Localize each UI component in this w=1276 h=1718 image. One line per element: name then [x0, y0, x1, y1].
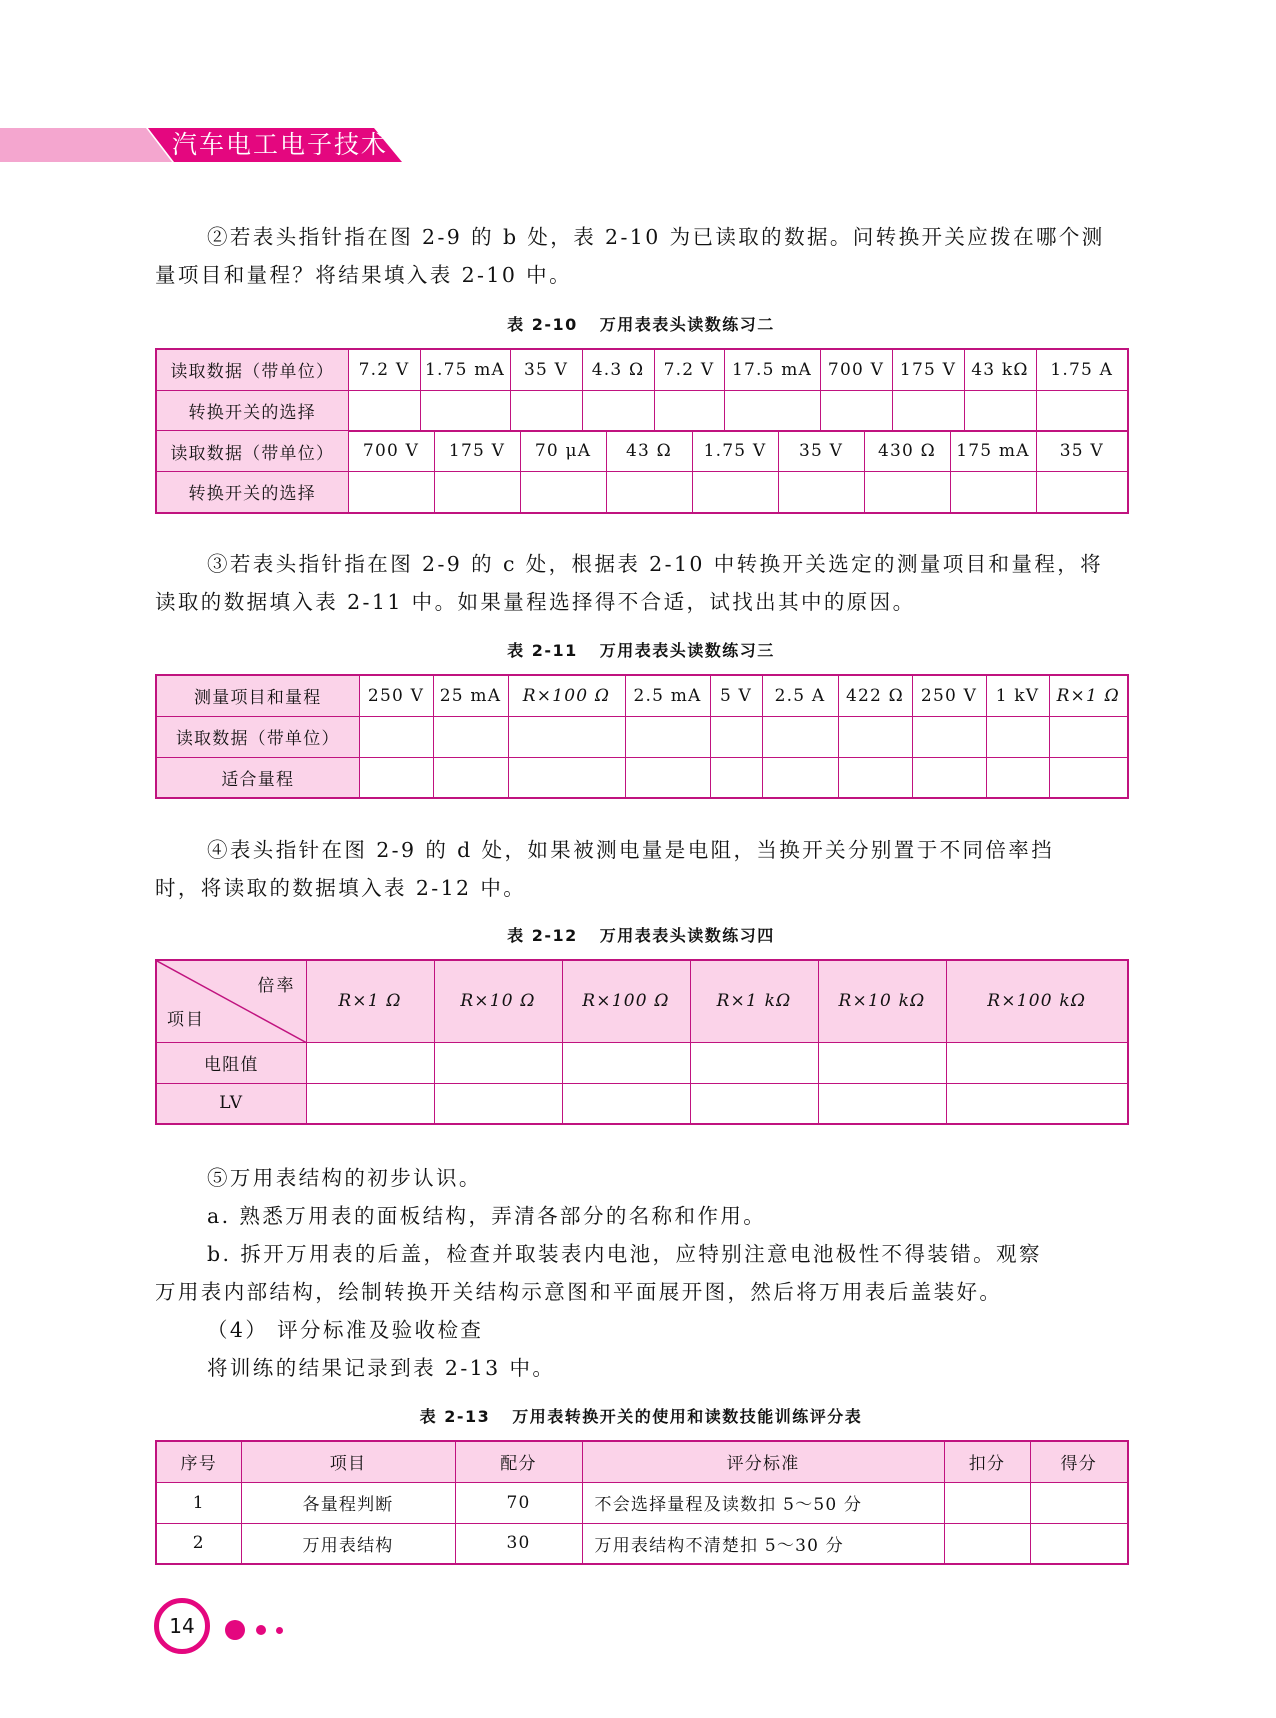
column-header: 得分	[1030, 1441, 1128, 1482]
table-cell: 2.5 mA	[625, 675, 710, 716]
column-header: R×10 kΩ	[818, 960, 946, 1042]
table-header-row	[156, 960, 1128, 1042]
table-2-10-caption	[155, 312, 1127, 335]
table-cell: 700 V	[820, 349, 892, 390]
table-cell: 175 V	[434, 431, 520, 472]
empty-cell[interactable]	[986, 757, 1049, 798]
table-cell: 250 V	[912, 675, 986, 716]
table-row	[156, 716, 1128, 757]
caption-number: 表 2-11	[507, 641, 578, 660]
empty-cell[interactable]	[1030, 1482, 1128, 1523]
empty-cell[interactable]	[778, 472, 864, 513]
table-cell: 70	[455, 1482, 582, 1523]
caption-title: 万用表表头读数练习三	[599, 641, 775, 660]
table-row	[156, 349, 1128, 390]
empty-cell[interactable]	[625, 757, 710, 798]
caption-number: 表 2-13	[419, 1407, 491, 1426]
table-cell: 422 Ω	[838, 675, 912, 716]
empty-cell[interactable]	[359, 716, 433, 757]
table-cell: 250 V	[359, 675, 433, 716]
table-row	[156, 431, 1128, 472]
column-header: 序号	[156, 1441, 241, 1482]
table-cell: 70 μA	[520, 431, 606, 472]
table-row	[156, 675, 1128, 716]
column-header: R×1 Ω	[306, 960, 434, 1042]
table-row	[156, 1523, 1128, 1564]
empty-cell[interactable]	[818, 1083, 946, 1124]
empty-cell[interactable]	[520, 472, 606, 513]
empty-cell[interactable]	[1049, 716, 1128, 757]
empty-cell[interactable]	[508, 757, 625, 798]
section-heading: （4） 评分标准及验收检查	[207, 1318, 484, 1342]
caption-title: 万用表转换开关的使用和读数技能训练评分表	[512, 1407, 863, 1426]
table-2-12-caption	[155, 923, 1127, 946]
empty-cell[interactable]	[864, 472, 950, 513]
decor-dot-large	[225, 1620, 245, 1640]
empty-cell[interactable]	[912, 716, 986, 757]
table-cell: 1.75 mA	[420, 349, 510, 390]
table-2-12	[155, 959, 1129, 1125]
page-number-badge	[154, 1598, 210, 1654]
row-label: 转换开关的选择	[156, 472, 348, 513]
para5-item-b-line1: b. 拆开万用表的后盖，检查并取装表内电池，应特别注意电池极性不得装错。观察	[207, 1242, 1042, 1266]
table-cell: 175 mA	[950, 431, 1036, 472]
empty-cell[interactable]	[912, 757, 986, 798]
empty-cell[interactable]	[818, 1042, 946, 1083]
empty-cell[interactable]	[838, 757, 912, 798]
para5-item-b-line2: 万用表内部结构，绘制转换开关结构示意图和平面展开图，然后将万用表后盖装好。	[155, 1280, 1003, 1304]
empty-cell[interactable]	[964, 390, 1036, 431]
row-label: 读取数据（带单位）	[156, 716, 359, 757]
table-2-11-caption	[155, 638, 1127, 661]
empty-cell[interactable]	[434, 1083, 562, 1124]
page-number: 14	[169, 1614, 195, 1638]
empty-cell[interactable]	[434, 472, 520, 513]
empty-cell[interactable]	[625, 716, 710, 757]
table-row	[156, 757, 1128, 798]
column-header: 评分标准	[582, 1441, 944, 1482]
table-cell: 5 V	[710, 675, 762, 716]
empty-cell[interactable]	[508, 716, 625, 757]
table-cell: 2	[156, 1523, 241, 1564]
table-cell: 1	[156, 1482, 241, 1523]
table-cell: 7.2 V	[654, 349, 724, 390]
empty-cell[interactable]	[306, 1042, 434, 1083]
table-2-10-lower	[155, 430, 1129, 514]
empty-cell[interactable]	[724, 390, 820, 431]
row-label: 测量项目和量程	[156, 675, 359, 716]
table-cell: 7.2 V	[348, 349, 420, 390]
caption-number: 表 2-10	[507, 315, 578, 334]
empty-cell[interactable]	[762, 716, 838, 757]
table-cell: 175 V	[892, 349, 964, 390]
empty-cell[interactable]	[306, 1083, 434, 1124]
table-cell: 430 Ω	[864, 431, 950, 472]
empty-cell[interactable]	[946, 1083, 1128, 1124]
diagonal-header-cell	[156, 960, 306, 1042]
para5-item-a: a. 熟悉万用表的面板结构，弄清各部分的名称和作用。	[207, 1204, 767, 1228]
para5-heading: ⑤万用表结构的初步认识。	[207, 1166, 482, 1190]
table-cell: R×100 Ω	[508, 675, 625, 716]
table-cell: 4.3 Ω	[582, 349, 654, 390]
decor-dot-small	[276, 1627, 283, 1634]
table-cell: 不会选择量程及读数扣 5～50 分	[582, 1482, 944, 1523]
empty-cell[interactable]	[710, 757, 762, 798]
empty-cell[interactable]	[348, 390, 420, 431]
table-cell: 25 mA	[433, 675, 508, 716]
table-cell: 700 V	[348, 431, 434, 472]
table-cell: 1.75 V	[692, 431, 778, 472]
empty-cell[interactable]	[762, 757, 838, 798]
table-cell: 1 kV	[986, 675, 1049, 716]
table-cell: 各量程判断	[241, 1482, 455, 1523]
table-cell: 35 V	[778, 431, 864, 472]
empty-cell[interactable]	[690, 1042, 818, 1083]
table-2-11	[155, 674, 1129, 799]
empty-cell[interactable]	[562, 1083, 690, 1124]
table-cell: 35 V	[1036, 431, 1128, 472]
empty-cell[interactable]	[562, 1042, 690, 1083]
table-2-10	[155, 348, 1129, 432]
empty-cell[interactable]	[582, 390, 654, 431]
empty-cell[interactable]	[944, 1523, 1030, 1564]
table-cell: R×1 Ω	[1049, 675, 1128, 716]
empty-cell[interactable]	[946, 1042, 1128, 1083]
empty-cell[interactable]	[950, 472, 1036, 513]
empty-cell[interactable]	[820, 390, 892, 431]
empty-cell[interactable]	[1036, 472, 1128, 513]
column-header: R×1 kΩ	[690, 960, 818, 1042]
column-header: R×100 kΩ	[946, 960, 1128, 1042]
empty-cell[interactable]	[1049, 757, 1128, 798]
empty-cell[interactable]	[690, 1083, 818, 1124]
table-cell: 2.5 A	[762, 675, 838, 716]
row-label: 读取数据（带单位）	[156, 431, 348, 472]
table-cell: 万用表结构	[241, 1523, 455, 1564]
record-instruction: 将训练的结果记录到表 2-13 中。	[207, 1356, 556, 1380]
empty-cell[interactable]	[606, 472, 692, 513]
corner-label-bottom: 项目	[167, 1009, 205, 1030]
book-title: 汽车电工电子技术	[172, 130, 389, 159]
table-cell: 35 V	[510, 349, 582, 390]
table-cell: 30	[455, 1523, 582, 1564]
empty-cell[interactable]	[433, 716, 508, 757]
table-cell: 43 kΩ	[964, 349, 1036, 390]
empty-cell[interactable]	[838, 716, 912, 757]
empty-cell[interactable]	[1030, 1523, 1128, 1564]
row-label: 转换开关的选择	[156, 390, 348, 431]
corner-label-top: 倍率	[257, 976, 296, 996]
empty-cell[interactable]	[692, 472, 778, 513]
table-row	[156, 390, 1128, 431]
table-2-13	[155, 1440, 1129, 1565]
empty-cell[interactable]	[510, 390, 582, 431]
empty-cell[interactable]	[944, 1482, 1030, 1523]
row-label: 电阻值	[156, 1042, 306, 1083]
empty-cell[interactable]	[433, 757, 508, 798]
empty-cell[interactable]	[348, 472, 434, 513]
empty-cell[interactable]	[434, 1042, 562, 1083]
caption-number: 表 2-12	[507, 926, 578, 945]
table-cell: 17.5 mA	[724, 349, 820, 390]
column-header: 扣分	[944, 1441, 1030, 1482]
empty-cell[interactable]	[986, 716, 1049, 757]
row-label: 读取数据（带单位）	[156, 349, 348, 390]
table-header-row	[156, 1441, 1128, 1482]
table-2-13-caption	[155, 1404, 1127, 1427]
table-row	[156, 1042, 1128, 1083]
empty-cell[interactable]	[892, 390, 964, 431]
para4-line2: 时，将读取的数据填入表 2-12 中。	[155, 876, 527, 900]
decor-dot-medium	[256, 1625, 266, 1635]
table-row	[156, 472, 1128, 513]
row-label: 适合量程	[156, 757, 359, 798]
table-row	[156, 1482, 1128, 1523]
para2-line2: 量项目和量程？将结果填入表 2-10 中。	[155, 263, 572, 287]
empty-cell[interactable]	[420, 390, 510, 431]
para4-line1: ④表头指针在图 2-9 的 d 处，如果被测电量是电阻，当换开关分别置于不同倍率挡	[207, 838, 1055, 862]
row-label: LV	[156, 1083, 306, 1124]
caption-title: 万用表表头读数练习二	[599, 315, 775, 334]
column-header: R×100 Ω	[562, 960, 690, 1042]
table-row	[156, 1083, 1128, 1124]
empty-cell[interactable]	[359, 757, 433, 798]
caption-title: 万用表表头读数练习四	[599, 926, 775, 945]
column-header: 配分	[455, 1441, 582, 1482]
empty-cell[interactable]	[1036, 390, 1128, 431]
table-cell: 1.75 A	[1036, 349, 1128, 390]
column-header: 项目	[241, 1441, 455, 1482]
para2-line1: ②若表头指针指在图 2-9 的 b 处，表 2-10 为已读取的数据。问转换开关应拨在哪个测	[207, 225, 1105, 249]
para3-line2: 读取的数据填入表 2-11 中。如果量程选择得不合适，试找出其中的原因。	[155, 590, 916, 614]
table-cell: 43 Ω	[606, 431, 692, 472]
empty-cell[interactable]	[710, 716, 762, 757]
empty-cell[interactable]	[654, 390, 724, 431]
column-header: R×10 Ω	[434, 960, 562, 1042]
table-cell: 万用表结构不清楚扣 5～30 分	[582, 1523, 944, 1564]
para3-line1: ③若表头指针指在图 2-9 的 c 处，根据表 2-10 中转换开关选定的测量项目和量程，将	[207, 552, 1104, 576]
